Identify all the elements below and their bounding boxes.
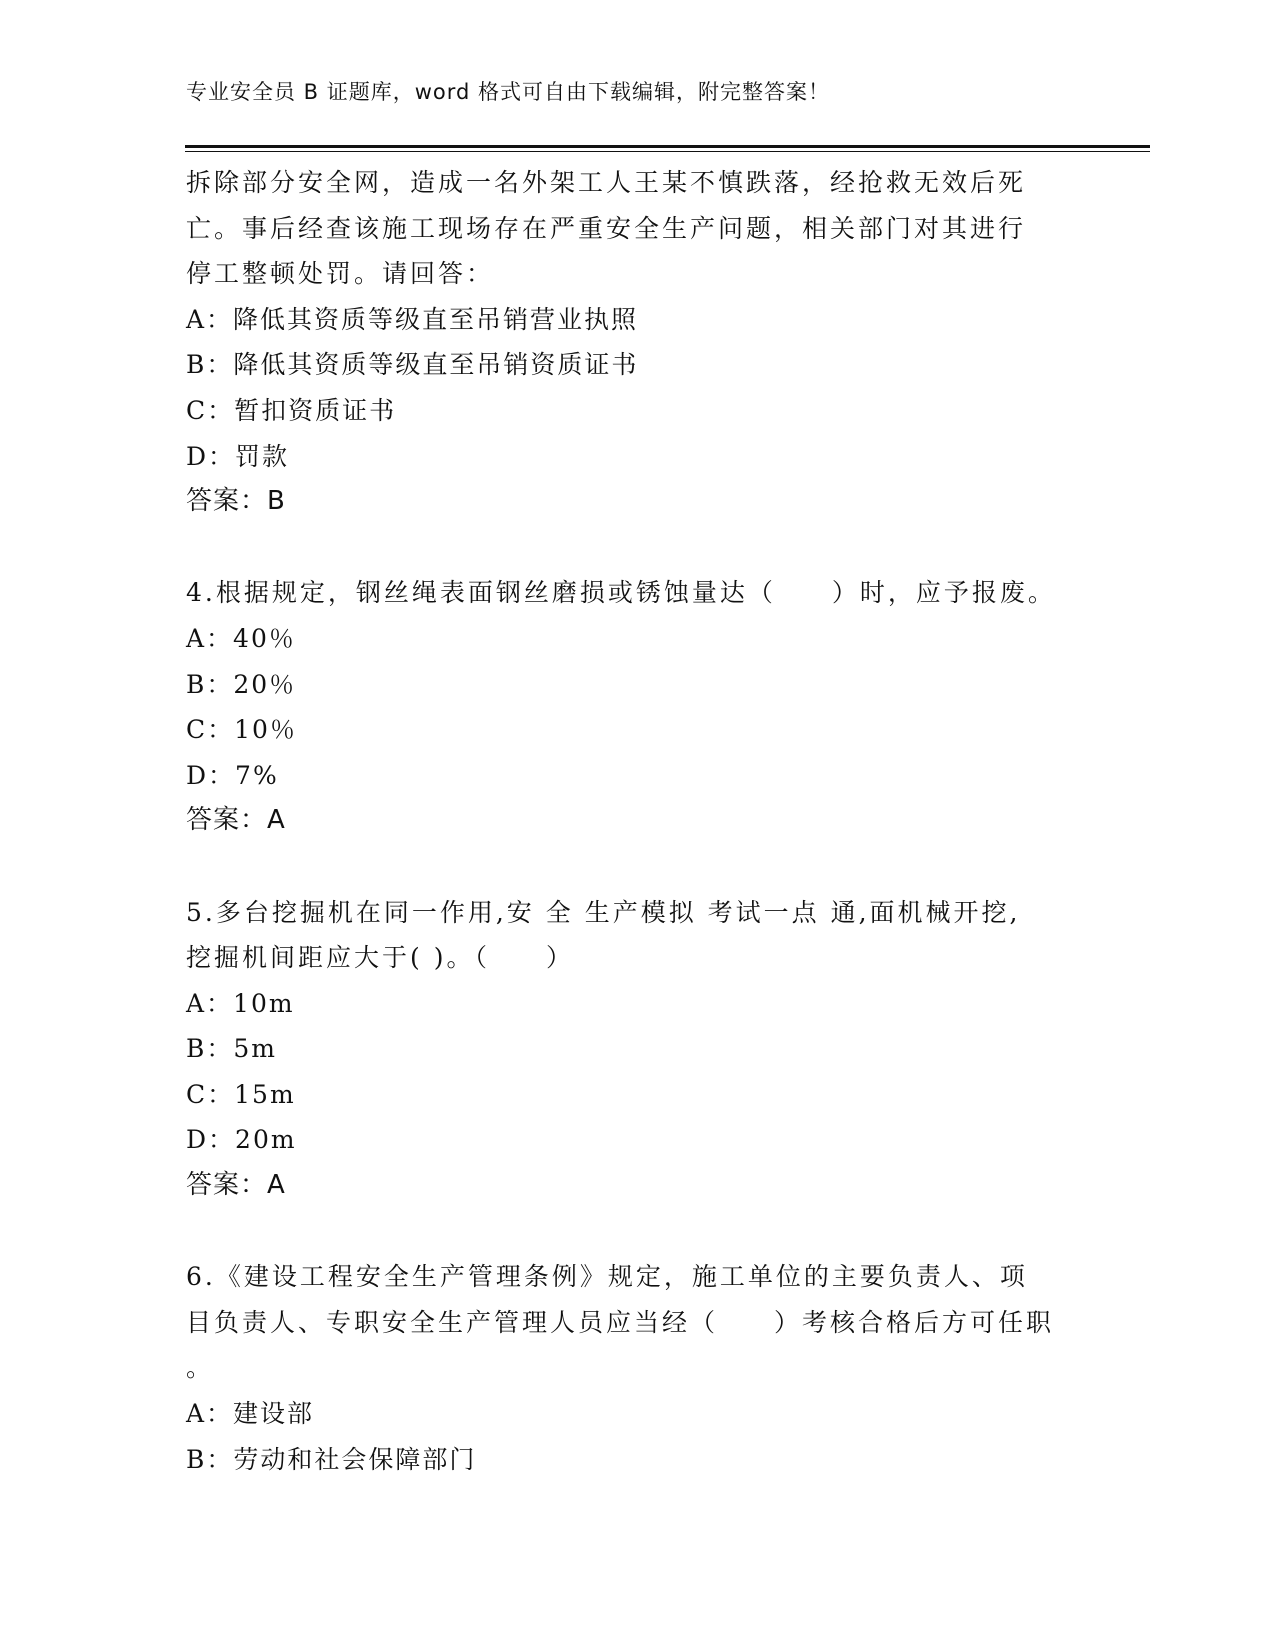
option-c: C：15m [186, 1079, 296, 1109]
option-b: B：劳动和社会保障部门 [186, 1444, 477, 1474]
spacer [186, 525, 1086, 571]
question-text-line: 5.多台挖掘机在同一作用,安 全 生产模拟 考试一点 通,面机械开挖, [186, 897, 1021, 927]
question-5 [186, 890, 1086, 1209]
question-3 [186, 160, 1086, 525]
option-d: D：7% [186, 760, 279, 790]
question-4 [186, 570, 1086, 844]
question-text-line: 亡。事后经查该施工现场存在严重安全生产问题，相关部门对其进行 [186, 213, 1027, 243]
document-header: 专业安全员 B 证题库，word 格式可自由下载编辑，附完整答案！ [186, 80, 831, 104]
spacer [186, 844, 1086, 890]
option-b: B：5m [186, 1034, 277, 1064]
option-c: C：暂扣资质证书 [186, 395, 397, 425]
option-b: B：20％ [186, 669, 297, 699]
question-text-line: 目负责人、专职安全生产管理人员应当经（ ）考核合格后方可任职 [186, 1307, 1055, 1337]
option-a: A：建设部 [186, 1399, 315, 1429]
option-a: A：40％ [186, 623, 296, 653]
question-text-line: 。 [186, 1353, 215, 1383]
option-d: D：罚款 [186, 441, 290, 471]
header-rule-thin [185, 151, 1150, 152]
option-a: A：10m [186, 988, 295, 1018]
answer-label: 答案：B [186, 486, 286, 517]
option-a: A：降低其资质等级直至吊销营业执照 [186, 304, 639, 334]
spacer [186, 1209, 1086, 1255]
answer-label: 答案：A [186, 805, 286, 836]
answer-label: 答案：A [186, 1170, 286, 1201]
question-text-line: 挖掘机间距应大于( )。（ ） [186, 943, 574, 973]
question-6 [186, 1254, 1086, 1482]
option-c: C：10％ [186, 715, 297, 745]
option-b: B：降低其资质等级直至吊销资质证书 [186, 350, 639, 380]
option-d: D：20m [186, 1125, 297, 1155]
header-rule-thick [185, 145, 1150, 148]
question-list [186, 160, 1086, 1482]
question-text-line: 拆除部分安全网，造成一名外架工人王某不慎跌落，经抢救无效后死 [186, 168, 1027, 197]
question-text-line: 停工整顿处罚。请回答： [186, 259, 495, 289]
question-text-line: 4.根据规定，钢丝绳表面钢丝磨损或锈蚀量达（ ）时，应予报废。 [186, 578, 1056, 608]
question-text-line: 6.《建设工程安全生产管理条例》规定，施工单位的主要负责人、项 [186, 1262, 1028, 1292]
